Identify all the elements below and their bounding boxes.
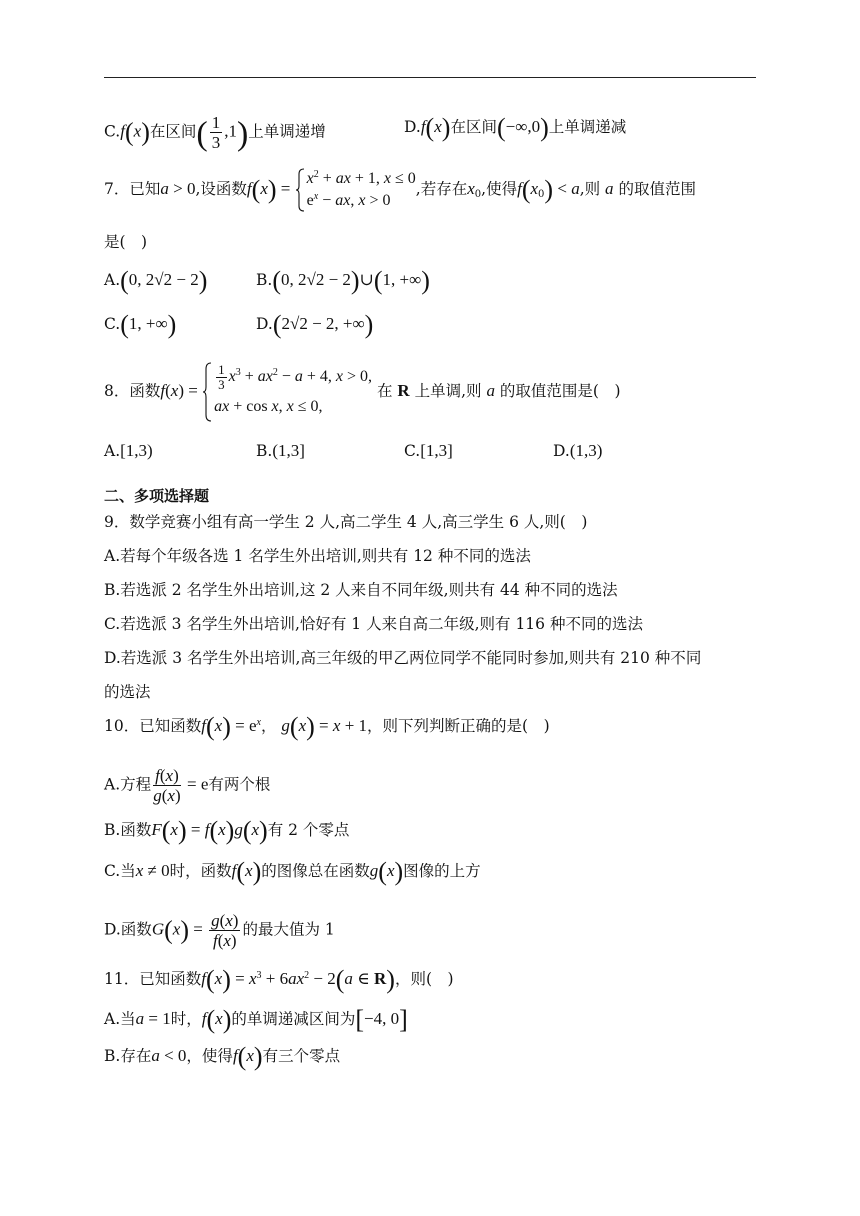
q10-option-d: D.函数G(x) = $\frac{g(x)}{f(x)}$ 的最大值为 1 xyxy=(104,911,335,950)
q9-option-d-cont: 的选法 xyxy=(104,683,151,701)
q8-piecewise: $\frac{1}{3}$ $x^3 + ax^2 - a + 4$, x > 0, ax + cos x, x ≤ 0, xyxy=(202,362,372,422)
q9-option-d: D.若选派 3 名学生外出培训,高三年级的甲乙两位同学不能同时参加,则共有 210 种不同 xyxy=(104,649,702,667)
q8-stem: 8．函数f(x) = $\frac{1}{3}$ $x^3 + ax^2 - a + 4$, x > 0, ax + cos x, x ≤ 0, 在 R 上单调,则 a 的取值范围是( ) xyxy=(104,362,621,422)
q8-option-c: C.[1,3] xyxy=(404,441,453,460)
q6-option-c: C.f(x)在区间( $\frac{1}{3}$ ,1)上单调递增 xyxy=(104,113,326,153)
section-title: 二、多项选择题 xyxy=(104,487,210,505)
q7-stem-cont: 是( ) xyxy=(104,233,148,251)
q9-option-c: C.若选派 3 名学生外出培训,恰好有 1 人来自高二年级,则有 116 种不同的选法 xyxy=(104,615,643,633)
q7-option-b: B.(0, 2√2 − 2)∪(1, +∞) xyxy=(256,266,430,295)
q8-option-a: A.[1,3) xyxy=(104,441,153,460)
q9-option-a: A.若每个年级各选 1 名学生外出培训,则共有 12 种不同的选法 xyxy=(104,547,531,565)
q7-option-a: A.(0, 2√2 − 2) xyxy=(104,266,208,295)
q8-option-d: D.(1,3) xyxy=(553,441,603,460)
q11-stem: 11．已知函数$f(x) = x^3 + 6ax^2 - 2(a$ ∈ R)，则( ) xyxy=(104,965,454,994)
q7-stem: 7．已知a > 0,设函数f(x) = $x^2$ + ax + 1, x ≤ 0 $e^x$ − ax, x > 0 ,若存在$x_0$,使得$f(x_0) < a$,则 a 的取值范围 xyxy=(104,168,696,212)
q11-option-a: A.当a = 1时，f(x)的单调递减区间为[−4, 0] xyxy=(104,1005,408,1034)
q9-stem: 9．数学竞赛小组有高一学生 2 人,高二学生 4 人,高三学生 6 人,则( ) xyxy=(104,513,588,531)
q10-option-a: A.方程 $\frac{f(x)}{g(x)}$ = e有两个根 xyxy=(104,766,271,805)
q7-option-c: C.(1, +∞) xyxy=(104,310,177,339)
q10-option-c: C.当x ≠ 0时，函数f(x)的图像总在函数g(x)图像的上方 xyxy=(104,857,481,886)
q9-option-b: B.若选派 2 名学生外出培训,这 2 人来自不同年级,则共有 44 种不同的选法 xyxy=(104,581,618,599)
header-rule xyxy=(104,77,756,78)
q10-stem: 10．已知函数$f(x) = e^x$， g(x) = x + 1，则下列判断正确的是( ) xyxy=(104,712,550,741)
q11-option-b: B.存在a < 0，使得f(x)有三个零点 xyxy=(104,1042,341,1071)
q10-option-b: B.函数F(x) = f(x)g(x)有 2 个零点 xyxy=(104,816,350,845)
q8-option-b: B.(1,3] xyxy=(256,441,305,460)
q6-option-d: D.f(x)在区间(−∞,0)上单调递减 xyxy=(404,113,627,142)
q7-piecewise: $x^2$ + ax + 1, x ≤ 0 $e^x$ − ax, x > 0 xyxy=(295,168,416,212)
q7-option-d: D.(2√2 − 2, +∞) xyxy=(256,310,374,339)
